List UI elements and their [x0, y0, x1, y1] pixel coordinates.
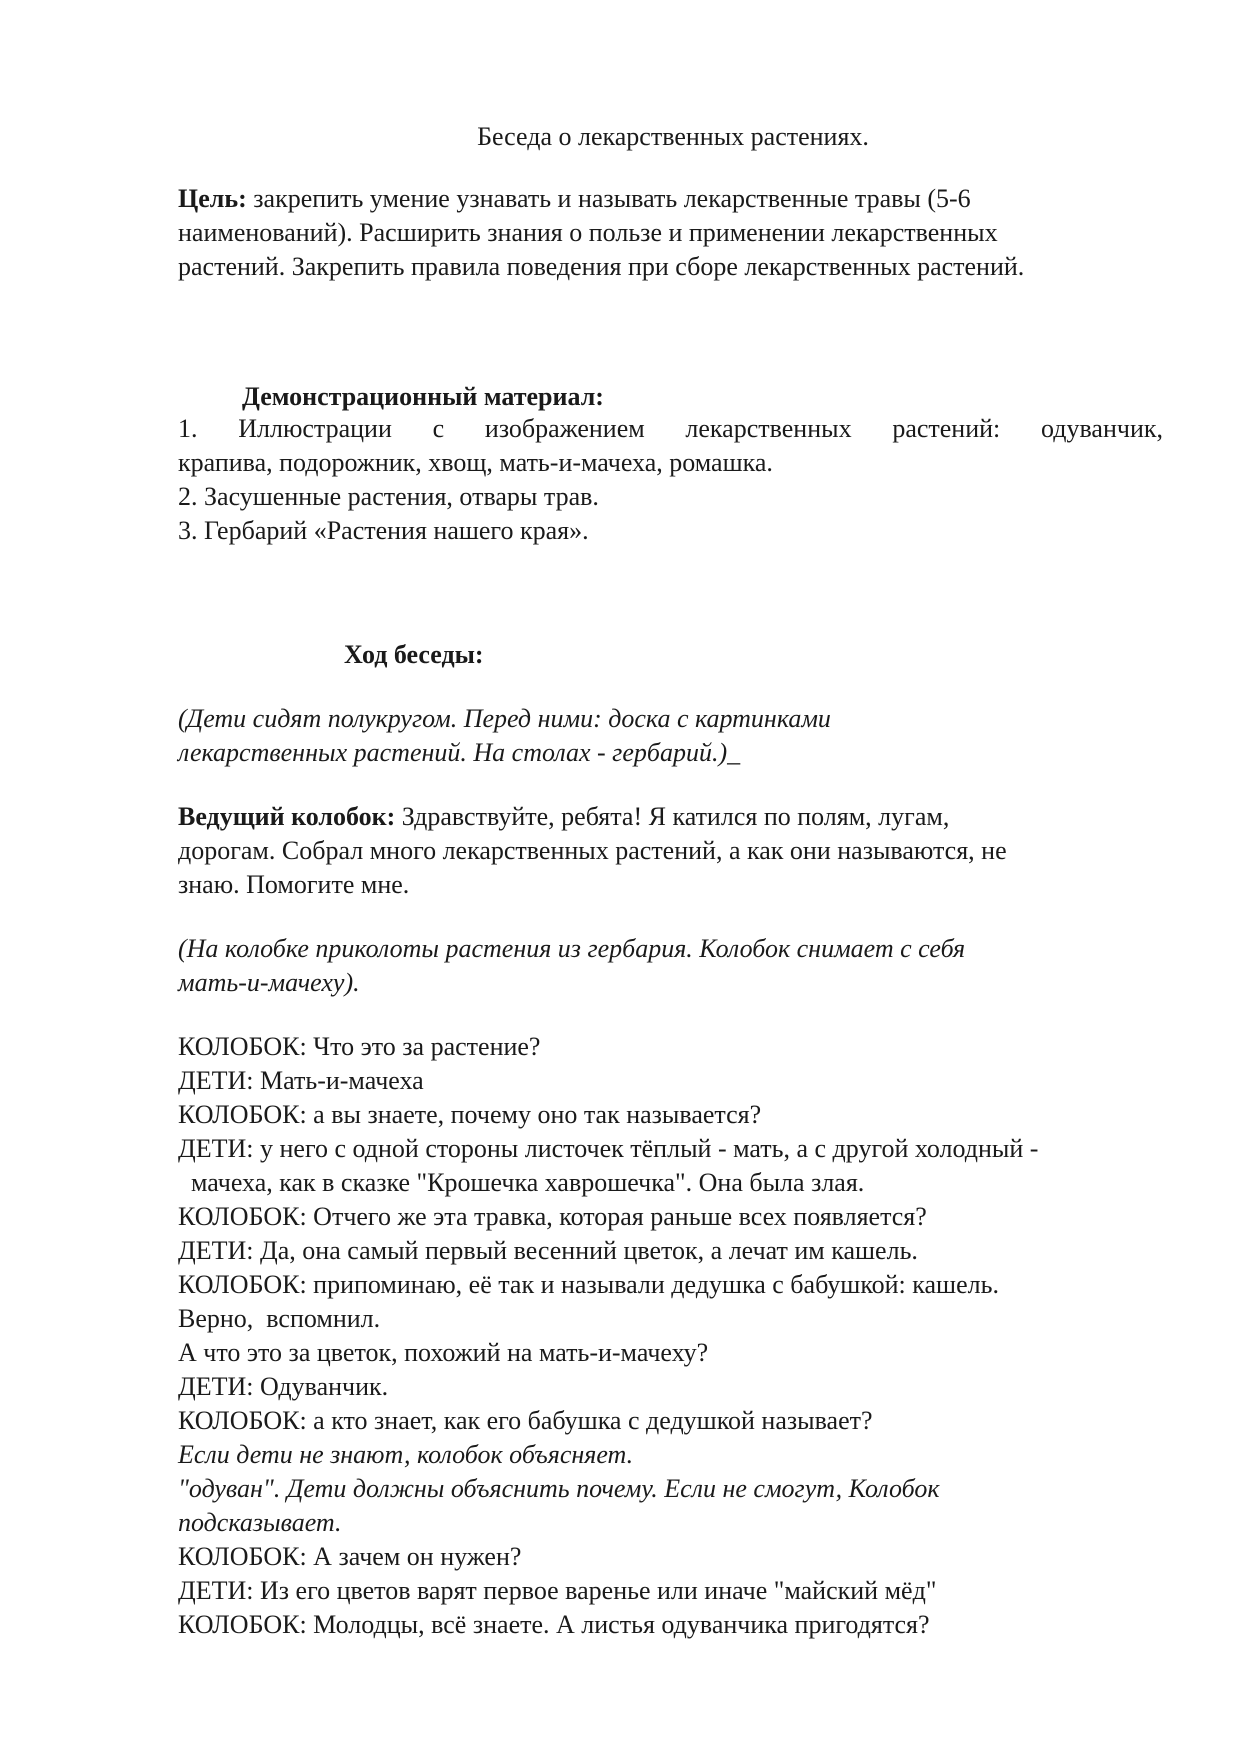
- dialogue-line: КОЛОБОК: А зачем он нужен?: [178, 1542, 522, 1571]
- goal-line-3: растений. Закрепить правила поведения при сборе лекарственных растений.: [178, 252, 1025, 281]
- dialogue-line: КОЛОБОК: а вы знаете, почему оно так называется?: [178, 1100, 762, 1129]
- dialogue-line: ДЕТИ: Да, она самый первый весенний цветок, а лечат им кашель.: [178, 1236, 918, 1265]
- dialogue-line: КОЛОБОК: Молодцы, всё знаете. А листья одуванчика пригодятся?: [178, 1610, 930, 1639]
- goal-line-1: [178, 182, 971, 216]
- dialogue-line: ДЕТИ: Мать-и-мачеха: [178, 1066, 424, 1095]
- host-line-1: [178, 800, 949, 834]
- stage-direction-line-1: (Дети сидят полукругом. Перед ними: доска с картинками: [178, 704, 831, 733]
- materials-item-1-line-2: крапива, подорожник, хвощ, мать-и-мачеха, ромашка.: [178, 448, 773, 477]
- stage-direction-2-line-2: мать-и-мачеху).: [178, 968, 360, 997]
- dialogue-note-line: подсказывает.: [178, 1508, 342, 1537]
- dialogue-line: ДЕТИ: Одуванчик.: [178, 1372, 389, 1401]
- goal-text-1: закрепить умение узнавать и называть лекарственные травы (5-6: [246, 184, 971, 213]
- materials-item-1-line-1: 1. Иллюстрации с изображением лекарственных растений: одуванчик,: [178, 414, 1163, 443]
- dialogue-line: А что это за цветок, похожий на мать-и-мачеху?: [178, 1338, 709, 1367]
- dialogue-line: КОЛОБОК: а кто знает, как его бабушка с дедушкой называет?: [178, 1406, 873, 1435]
- dialogue-line: ДЕТИ: Из его цветов варят первое варенье или иначе "майский мёд": [178, 1576, 937, 1605]
- dialogue-line: КОЛОБОК: Что это за растение?: [178, 1032, 541, 1061]
- materials-item-3: 3. Гербарий «Растения нашего края».: [178, 516, 589, 545]
- host-label: Ведущий колобок:: [178, 802, 396, 831]
- dialogue-line: ДЕТИ: у него с одной стороны листочек тёплый - мать, а с другой холодный -: [178, 1134, 1039, 1163]
- materials-item-2: 2. Засушенные растения, отвары трав.: [178, 482, 599, 511]
- goal-label: Цель:: [178, 184, 247, 213]
- host-text-1: Здравствуйте, ребята! Я катился по полям, лугам,: [395, 802, 950, 831]
- dialogue-note-line: Если дети не знают, колобок объясняет.: [178, 1440, 634, 1469]
- stage-direction-2-line-1: (На колобке приколоты растения из гербария. Колобок снимает с себя: [178, 934, 966, 963]
- dialogue-line: Верно, вспомнил.: [178, 1304, 381, 1333]
- dialogue-line: КОЛОБОК: припоминаю, её так и называли дедушка с бабушкой: кашель.: [178, 1270, 999, 1299]
- host-line-2: дорогам. Собрал много лекарственных растений, а как они называются, не: [178, 836, 1007, 865]
- host-line-3: знаю. Помогите мне.: [178, 870, 410, 899]
- dialogue-line: мачеха, как в сказке "Крошечка хаврошечка". Она была злая.: [178, 1168, 865, 1197]
- document-title: Беседа о лекарственных растениях.: [477, 122, 869, 151]
- dialogue-line: КОЛОБОК: Отчего же эта травка, которая раньше всех появляется?: [178, 1202, 927, 1231]
- dialogue-note-line: "одуван". Дети должны объяснить почему. Если не смогут, Колобок: [178, 1474, 940, 1503]
- stage-direction-line-2: лекарственных растений. На столах - гербарий.)_: [178, 738, 741, 767]
- goal-line-2: наименований). Расширить знания о пользе и применении лекарственных: [178, 218, 998, 247]
- course-heading: Ход беседы:: [344, 640, 484, 669]
- materials-heading: Демонстрационный материал:: [242, 382, 604, 411]
